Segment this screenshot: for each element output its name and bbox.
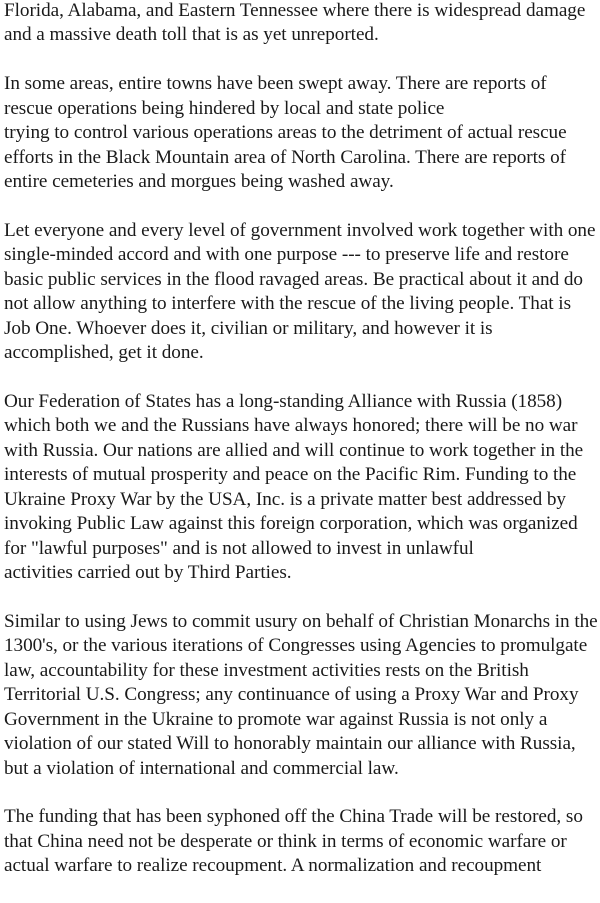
paragraph-flood-damage bbox=[4, 0, 598, 48]
text-line: Similar to using Jews to commit usury on behalf of Christian Monarchs in the bbox=[4, 610, 598, 632]
text-line: but a violation of international and commercial law. bbox=[4, 757, 399, 779]
text-line: Ukraine Proxy War by the USA, Inc. is a private matter best addressed by bbox=[4, 488, 566, 510]
text-line: actual warfare to realize recoupment. A normalization and recoupment bbox=[4, 855, 542, 877]
text-line: Government in the Ukraine to promote war against Russia is not only a bbox=[4, 708, 548, 730]
text-line: Job One. Whoever does it, civilian or military, and however it is bbox=[4, 317, 493, 339]
text-line: not allow anything to interfere with the rescue of the living people. That is bbox=[4, 293, 572, 315]
text-line: interests of mutual prosperity and peace on the Pacific Rim. Funding to the bbox=[4, 464, 577, 486]
text-line: with Russia. Our nations are allied and will continue to work together in the bbox=[4, 439, 584, 461]
text-line: Let everyone and every level of government involved work together with one bbox=[4, 219, 596, 241]
text-line: rescue operations being hindered by local and state police bbox=[4, 97, 445, 119]
text-line: 1300's, or the various iterations of Congresses using Agencies to promulgate bbox=[4, 635, 588, 657]
text-line: Our Federation of States has a long-standing Alliance with Russia (1858) bbox=[4, 391, 563, 412]
paragraph-china-trade bbox=[4, 805, 598, 878]
text-line: for "lawful purposes" and is not allowed to invest in unlawful bbox=[4, 537, 474, 559]
paragraph-accountability bbox=[4, 610, 598, 781]
text-line: which both we and the Russians have always honored; there will be no war bbox=[4, 415, 578, 437]
text-line: Florida, Alabama, and Eastern Tennessee where there is widespread damage bbox=[4, 0, 586, 21]
text-line: basic public services in the flood ravaged areas. Be practical about it and do bbox=[4, 268, 583, 290]
text-line: that China need not be desperate or think in terms of economic warfare or bbox=[4, 830, 567, 852]
text-line: efforts in the Black Mountain area of North Carolina. There are reports of bbox=[4, 146, 566, 168]
text-line: entire cemeteries and morgues being washed away. bbox=[4, 171, 394, 193]
text-line: law, accountability for these investment activities rests on the British bbox=[4, 659, 529, 681]
text-line: Territorial U.S. Congress; any continuance of using a Proxy War and Proxy bbox=[4, 684, 579, 706]
text-line: invoking Public Law against this foreign corporation, which was organized bbox=[4, 513, 578, 535]
document-body bbox=[4, 0, 598, 903]
text-line: violation of our stated Will to honorably maintain our alliance with Russia, bbox=[4, 733, 576, 755]
text-line: In some areas, entire towns have been swept away. There are reports of bbox=[4, 73, 547, 95]
text-line: accomplished, get it done. bbox=[4, 342, 204, 364]
text-line: The funding that has been syphoned off the China Trade will be restored, so bbox=[4, 806, 583, 828]
paragraph-rescue-reports bbox=[4, 72, 598, 194]
text-line: trying to control various operations areas to the detriment of actual rescue bbox=[4, 122, 567, 144]
paragraph-work-together bbox=[4, 219, 598, 366]
text-line: and a massive death toll that is as yet unreported. bbox=[4, 24, 379, 46]
text-line: activities carried out by Third Parties. bbox=[4, 562, 292, 584]
text-line: single-minded accord and with one purpose --- to preserve life and restore bbox=[4, 244, 569, 266]
paragraph-alliance-russia bbox=[4, 390, 598, 586]
